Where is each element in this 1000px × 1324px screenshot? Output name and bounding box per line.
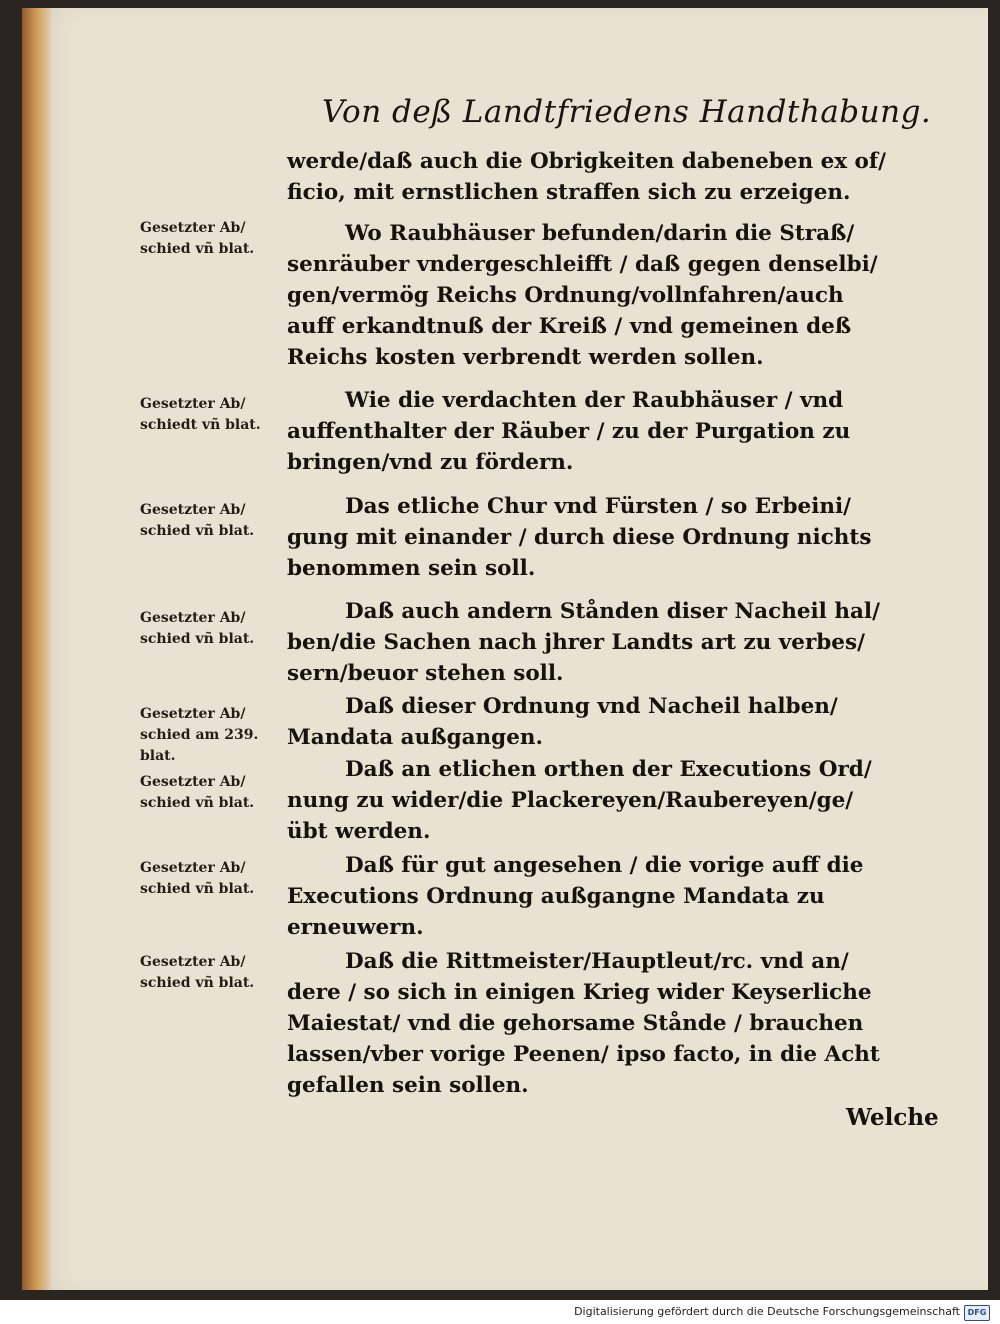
margin-note-line: Gesetzter Ab/ [140, 396, 246, 412]
margin-note-line: Gesetzter Ab/ [140, 610, 246, 626]
paragraph [287, 218, 947, 373]
margin-note-line: blat. [140, 748, 176, 764]
margin-note [140, 704, 290, 767]
text-line: dere / so sich in einigen Krieg wider Keyserliche [287, 980, 872, 1005]
margin-note-line: Gesetzter Ab/ [140, 774, 246, 790]
text-line: Daß dieser Ordnung vnd Nacheil halben/ [345, 694, 838, 719]
text-line: Das etliche Chur vnd Fürsten / so Erbeini/ [345, 494, 852, 519]
running-head: Von deß Landtfriedens Handthabung. [322, 94, 932, 130]
margin-note-line: Gesetzter Ab/ [140, 502, 246, 518]
margin-note-line: schied vñ blat. [140, 975, 255, 991]
text-line: Daß für gut angesehen / die vorige auff die [345, 853, 864, 878]
text-line: Daß auch andern Stånden diser Nacheil hal/ [345, 599, 880, 624]
text-line: nung zu wider/die Plackereyen/Raubereyen/ge/ [287, 788, 854, 813]
footer-bar [0, 1300, 1000, 1324]
text-line: werde/daß auch die Obrigkeiten dabeneben ex of/ [287, 149, 886, 174]
margin-note-line: schied vñ blat. [140, 631, 255, 647]
paragraph [287, 385, 947, 478]
margin-note [140, 952, 290, 994]
margin-note-line: Gesetzter Ab/ [140, 220, 246, 236]
text-line: Wie die verdachten der Raubhäuser / vnd [345, 388, 844, 413]
text-line: auff erkandtnuß der Kreiß / vnd gemeinen deß [287, 314, 852, 339]
margin-note [140, 772, 290, 814]
funding-credit: Digitalisierung gefördert durch die Deutsche Forschungsgemeinschaft [574, 1305, 960, 1318]
text-line: Mandata außgangen. [287, 725, 543, 750]
text-line: Maiestat/ vnd die gehorsame Stånde / brauchen [287, 1011, 864, 1036]
text-line: Daß die Rittmeister/Hauptleut/rc. vnd an/ [345, 949, 849, 974]
text-line: erneuwern. [287, 915, 424, 940]
intro-text [287, 146, 947, 208]
margin-note [140, 608, 290, 650]
margin-note-line: schiedt vñ blat. [140, 417, 261, 433]
margin-note-line: schied am 239. [140, 727, 259, 743]
text-line: benommen sein soll. [287, 556, 536, 581]
margin-note-line: schied vñ blat. [140, 523, 255, 539]
text-line: gen/vermög Reichs Ordnung/vollnfahren/auch [287, 283, 844, 308]
paragraph [287, 946, 947, 1101]
text-line: senräuber vndergeschleifft / daß gegen denselbi/ [287, 252, 878, 277]
text-line: lassen/vber vorige Peenen/ ipso facto, in die Acht [287, 1042, 880, 1067]
dfg-logo: DFG [964, 1305, 990, 1321]
text-line: Daß an etlichen orthen der Executions Ord/ [345, 757, 872, 782]
margin-note [140, 394, 290, 436]
paragraph [287, 691, 947, 753]
page-gutter-edge [22, 8, 52, 1290]
text-line: ficio, mit ernstlichen straffen sich zu erzeigen. [287, 180, 851, 205]
text-line: bringen/vnd zu fördern. [287, 450, 574, 475]
text-line: Wo Raubhäuser befunden/darin die Straß/ [345, 221, 855, 246]
paragraph [287, 491, 947, 584]
paragraph [287, 850, 947, 943]
margin-note [140, 218, 290, 260]
margin-note-line: schied vñ blat. [140, 795, 255, 811]
text-line: Executions Ordnung außgangne Mandata zu [287, 884, 825, 909]
margin-note-line: Gesetzter Ab/ [140, 954, 246, 970]
text-line: sern/beuor stehen soll. [287, 661, 564, 686]
text-line: übt werden. [287, 819, 431, 844]
paragraph [287, 596, 947, 689]
margin-note-line: Gesetzter Ab/ [140, 706, 246, 722]
text-line: auffenthalter der Räuber / zu der Purgation zu [287, 419, 851, 444]
margin-note-line: schied vñ blat. [140, 241, 255, 257]
margin-note [140, 858, 290, 900]
margin-note-line: schied vñ blat. [140, 881, 255, 897]
text-line: gung mit einander / durch diese Ordnung nichts [287, 525, 872, 550]
catchword: Welche [846, 1104, 939, 1131]
margin-note [140, 500, 290, 542]
paragraph [287, 754, 947, 847]
text-line: Reichs kosten verbrendt werden sollen. [287, 345, 764, 370]
margin-note-line: Gesetzter Ab/ [140, 860, 246, 876]
text-line: gefallen sein sollen. [287, 1073, 529, 1098]
text-line: ben/die Sachen nach jhrer Landts art zu verbes/ [287, 630, 865, 655]
